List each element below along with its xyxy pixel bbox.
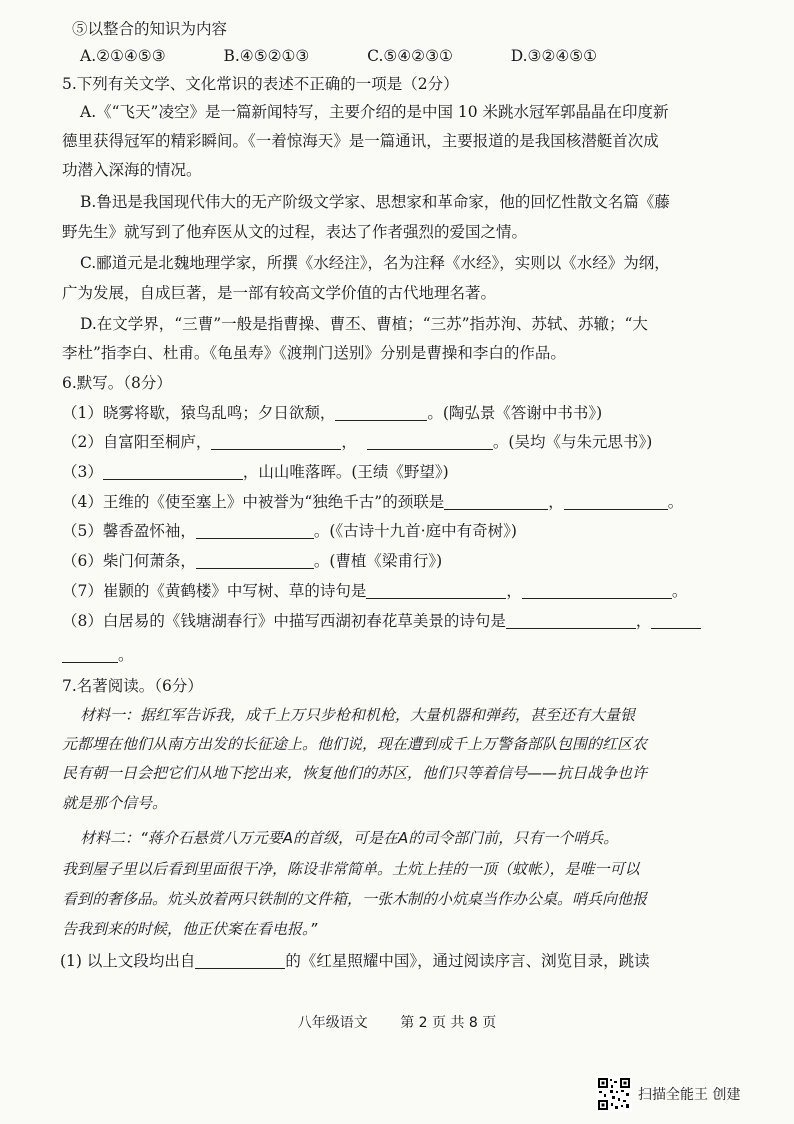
q5-option-d-line2: 李杜”指李白、杜甫。《龟虽寿》《渡荆门送别》分别是曹操和李白的作品。 — [62, 344, 566, 362]
material-1-line4: 就是那个信号。 — [62, 794, 168, 812]
answer-blank[interactable] — [444, 493, 548, 510]
material-2-line2: 我到屋子里以后看到里面很干净，陈设非常简单。土炕上挂的一顶（蚊帐），是唯一可以 — [62, 860, 640, 878]
q5-option-a-line1: A.《“飞天”凌空》是一篇新闻特写，主要介绍的是中国 10 米跳水冠军郭晶晶在印度新 — [80, 103, 669, 121]
question-5-title: 5.下列有关文学、文化常识的表述不正确的一项是（2分） — [62, 75, 459, 93]
q5-option-b-line1: B.鲁迅是我国现代伟大的无产阶级文学家、思想家和革命家，他的回忆性散文名篇《藤 — [80, 193, 670, 211]
material-1-line1: 材料一：据红军告诉我，成千上万只步枪和机枪，大量机器和弹药，甚至还有大量银 — [80, 706, 636, 724]
q6-item-8-continued: 。 — [62, 644, 752, 666]
q6-item-1: （1）晓雾将歇，猿鸟乱鸣；夕日欲颓， 。(陶弘景《答谢中书书》) — [62, 404, 603, 422]
watermark-label: 扫描全能王 创建 — [638, 1087, 741, 1103]
material-2-line3: 看到的奢侈品。炕头放着两只铁制的文件箱，一张木制的小炕桌当作办公桌。哨兵向他报 — [62, 890, 648, 908]
answer-blank[interactable] — [211, 433, 341, 450]
q5-option-b-line2: 野先生》就写到了他弃医从文的过程，表达了作者强烈的爱国之情。 — [62, 223, 528, 241]
page-footer — [0, 1012, 794, 1032]
material-2-line4: 告我到来的时候，他正伏案在看电报。” — [62, 920, 318, 938]
choice-d: D.③②④⑤① — [510, 47, 598, 65]
q5-option-d-line1: D.在文学界，“三曹”一般是指曹操、曹丕、曹植；“三苏”指苏洵、苏轼、苏辙；“大 — [80, 315, 648, 333]
answer-blank[interactable] — [522, 582, 672, 599]
answer-blank[interactable] — [196, 552, 314, 569]
q6-item-2: （2）自富阳至桐庐， ， 。(吴均《与朱元思书》) — [62, 433, 653, 451]
answer-blank[interactable] — [195, 952, 285, 969]
q6-item-5: （5）馨香盈怀袖， 。(《古诗十九首·庭中有奇树》) — [62, 522, 517, 540]
answer-blank[interactable] — [366, 582, 506, 599]
material-2-line1: 材料二：“蒋介石悬赏八万元要A的首级，可是在A的司令部门前，只有一个哨兵。 — [80, 829, 619, 847]
q6-item-7: （7）崔颢的《黄鹤楼》中写树、草的诗句是 ， 。 — [62, 582, 688, 600]
q6-item-8: （8）白居易的《钱塘湖春行》中描写西湖初春花草美景的诗句是 ， — [62, 610, 752, 632]
choice-a: A.②①④⑤③ — [80, 47, 166, 65]
ordering-choices — [80, 45, 770, 67]
material-1-line3: 民有朝一日会把它们从地下挖出来，恢复他们的苏区，他们只等着信号——抗日战争也许 — [62, 764, 648, 782]
material-1-line2: 元都埋在他们从南方出发的长征途上。他们说，现在遭到成千上万警备部队包围的红区农 — [62, 735, 648, 753]
qr-code-icon — [596, 1076, 632, 1112]
q5-option-a-line3: 功潜入深海的情况。 — [62, 161, 202, 179]
q5-option-c-line1: C.郦道元是北魏地理学家，所撰《水经注》，名为注释《水经》，实则以《水经》为纲， — [80, 254, 670, 272]
answer-blank[interactable] — [367, 433, 493, 450]
option-line-5: ⑤以整合的知识为内容 — [72, 20, 228, 38]
q5-option-c-line2: 广为发展，自成巨著，是一部有较高文学价值的古代地理名著。 — [62, 284, 497, 302]
answer-blank[interactable] — [651, 612, 701, 629]
q7-sub-1: (1) 以上文段均出自 的《红星照耀中国》，通过阅读序言、浏览目录，跳读 — [60, 952, 650, 970]
answer-blank[interactable] — [335, 404, 427, 421]
answer-blank[interactable] — [506, 612, 636, 629]
q5-option-a-line2: 德里获得冠军的精彩瞬间。《一着惊海天》是一篇通讯，主要报道的是我国核潜艇首次成 — [62, 132, 659, 150]
question-6-title: 6.默写。（8分） — [62, 374, 172, 392]
question-7-title: 7.名著阅读。（6分） — [62, 677, 203, 695]
answer-blank[interactable] — [196, 522, 314, 539]
choice-b: B.④⑤②①③ — [223, 47, 310, 65]
answer-blank[interactable] — [564, 493, 668, 510]
footer-page-number: 第 2 页 共 8 页 — [400, 1015, 497, 1031]
footer-subject: 八年级语文 — [297, 1015, 368, 1031]
answer-blank[interactable] — [103, 463, 243, 480]
choice-c: C.⑤④②③① — [367, 47, 453, 65]
q6-item-4: （4）王维的《使至塞上》中被誉为“独绝千古”的颈联是 ， 。 — [62, 493, 684, 511]
q6-item-3: （3） ，山山唯落晖。(王绩《野望》) — [62, 463, 449, 481]
answer-blank[interactable] — [62, 646, 118, 663]
q6-item-6: （6）柴门何萧条， 。(曹植《梁甫行》) — [62, 552, 443, 570]
scanner-watermark — [596, 1076, 740, 1112]
